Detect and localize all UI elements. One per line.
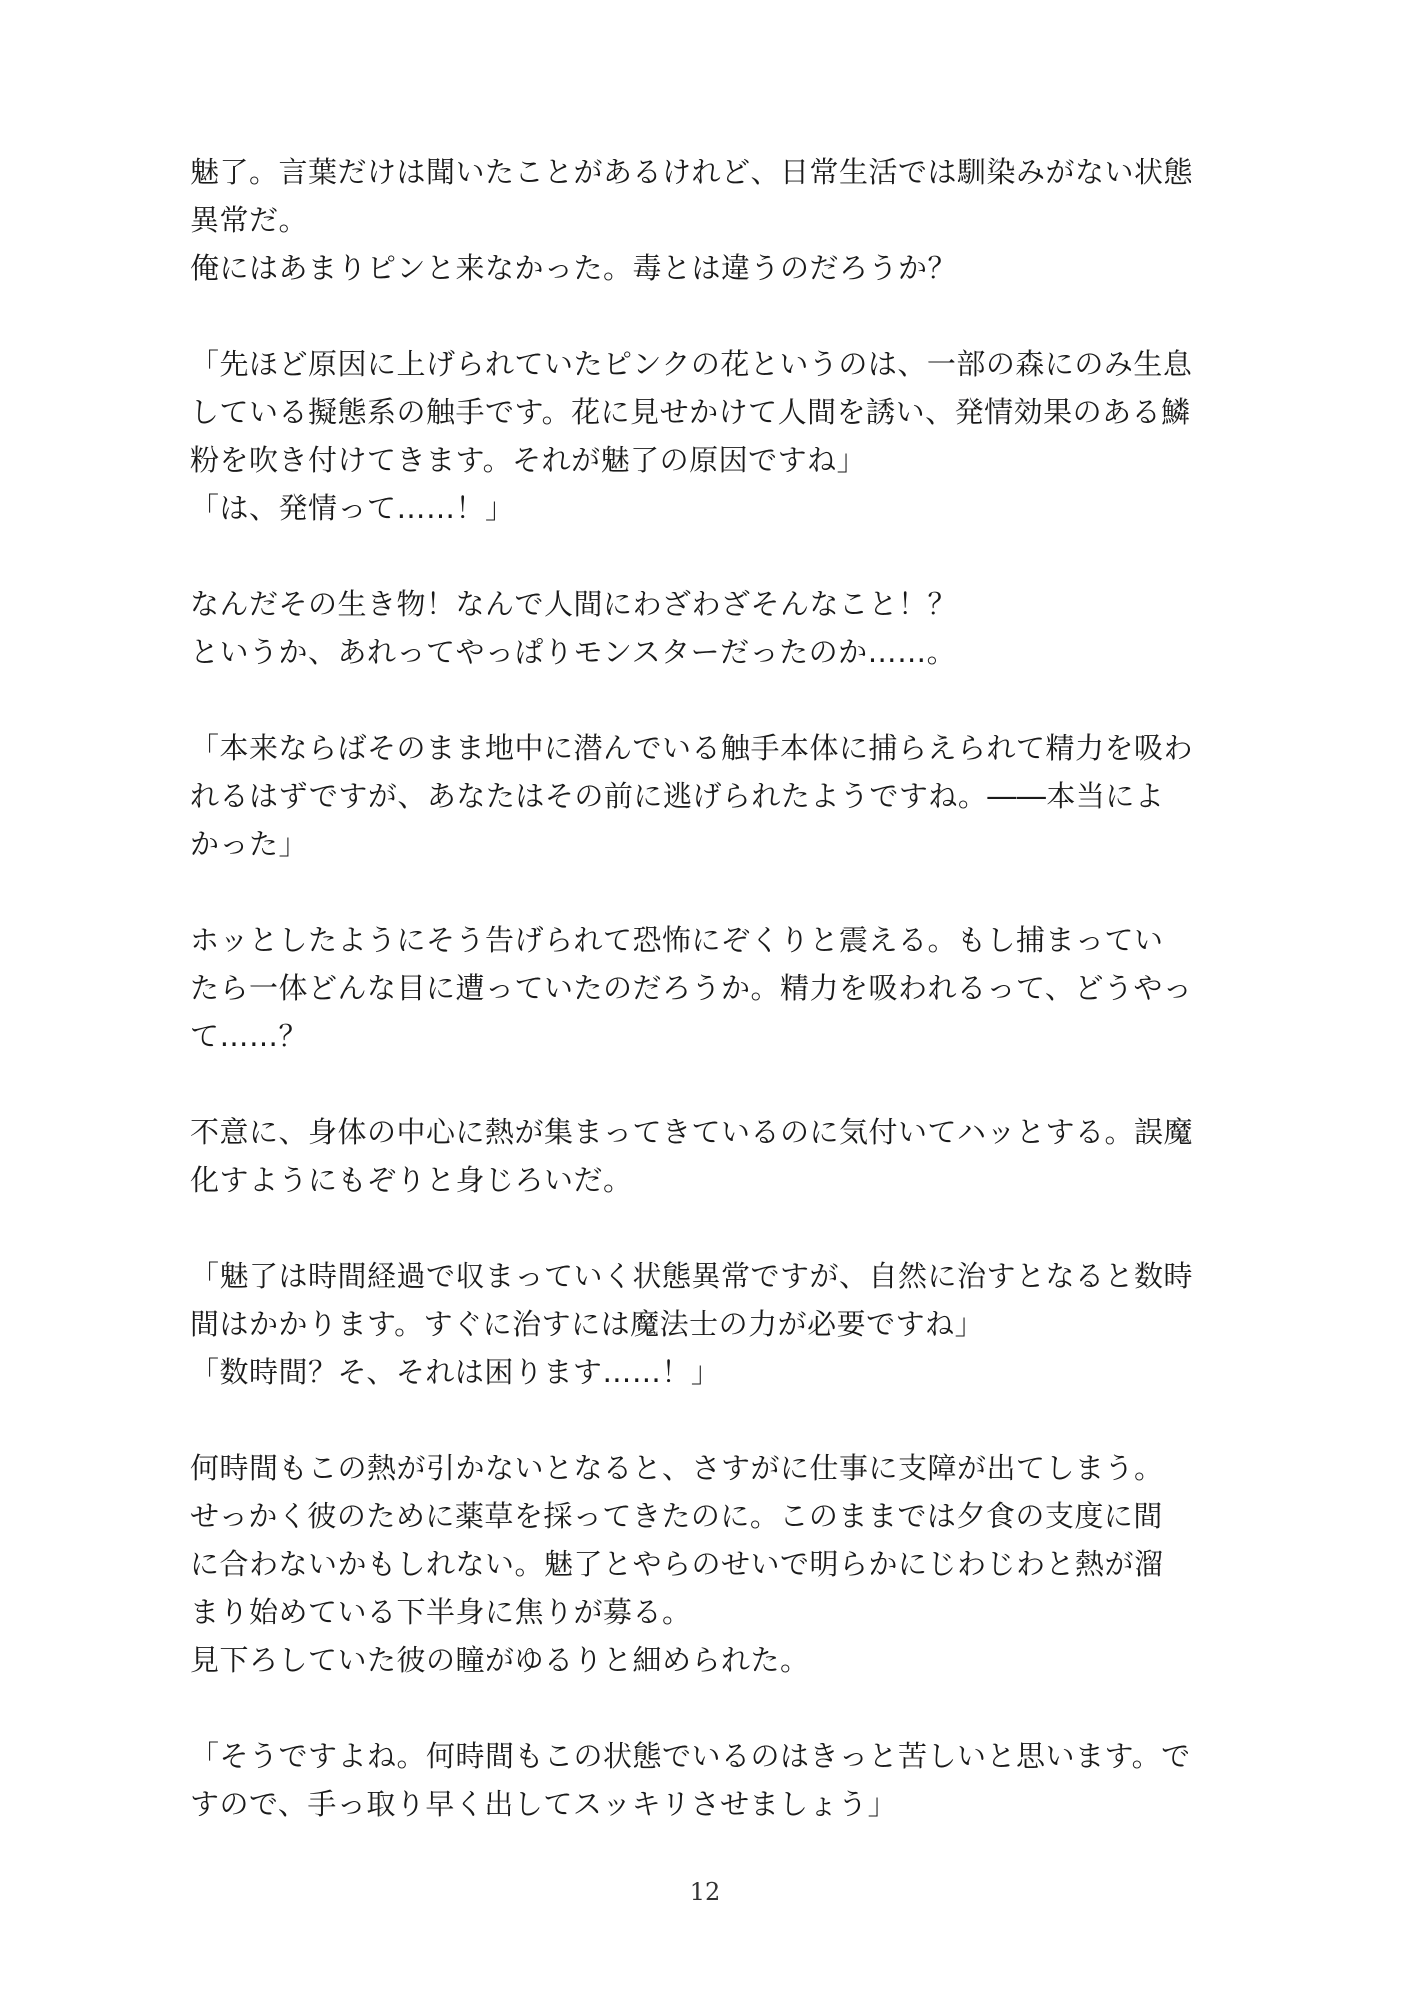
text-line: 「数時間？そ、それは困ります……！」 [190, 1355, 721, 1389]
text-line: 化すようにもぞりと身じろいだ。 [190, 1163, 633, 1197]
text-line: 見下ろしていた彼の瞳がゆるりと細められた。 [190, 1643, 810, 1677]
text-line: 「本来ならばそのまま地中に潜んでいる触手本体に捕らえられて精力を吸わ [190, 731, 1194, 765]
text-line: 「そうですよね。何時間もこの状態でいるのはきっと苦しいと思います。で [190, 1739, 1191, 1773]
paragraph [190, 1108, 1230, 1204]
text-line: せっかく彼のために薬草を採ってきたのに。このままでは夕食の支度に間 [190, 1499, 1163, 1533]
text-line: 「は、発情って……！」 [190, 491, 515, 525]
paragraph [190, 580, 1230, 676]
text-line: というか、あれってやっぱりモンスターだったのか……。 [190, 635, 957, 669]
page-number: 12 [689, 1878, 721, 1906]
text-line: れるはずですが、あなたはその前に逃げられたようですね。――本当によ [190, 779, 1165, 813]
paragraph [190, 1252, 1230, 1396]
text-line: なんだその生き物！なんで人間にわざわざそんなこと！？ [190, 587, 958, 621]
paragraph [190, 1732, 1230, 1828]
text-line: すので、手っ取り早く出してスッキリさせましょう」 [190, 1787, 898, 1821]
text-line: 粉を吹き付けてきます。それが魅了の原因ですね」 [190, 443, 867, 477]
text-line: て……？ [190, 1019, 309, 1053]
text-line: 魅了。言葉だけは聞いたことがあるけれど、日常生活では馴染みがない状態 [190, 155, 1194, 189]
paragraph [190, 1444, 1230, 1684]
paragraph [190, 340, 1230, 532]
text-line: に合わないかもしれない。魅了とやらのせいで明らかにじわじわと熱が溜 [190, 1547, 1164, 1581]
text-line: 間はかかります。すぐに治すには魔法士の力が必要ですね」 [190, 1307, 985, 1341]
text-line: まり始めている下半身に焦りが募る。 [190, 1595, 692, 1629]
text-line: かった」 [190, 827, 309, 861]
text-line: 「先ほど原因に上げられていたピンクの花というのは、一部の森にのみ生息 [190, 347, 1193, 381]
text-line: ホッとしたようにそう告げられて恐怖にぞくりと震える。もし捕まってい [190, 923, 1164, 957]
text-line: 「魅了は時間経過で収まっていく状態異常ですが、自然に治すとなると数時 [190, 1259, 1194, 1293]
text-line: 何時間もこの熱が引かないとなると、さすがに仕事に支障が出てしまう。 [190, 1451, 1164, 1485]
paragraph [190, 148, 1230, 292]
text-line: たら一体どんな目に遭っていたのだろうか。精力を吸われるって、どうやっ [190, 971, 1193, 1005]
text-line: 異常だ。 [190, 203, 309, 237]
paragraph [190, 916, 1230, 1060]
text-line: している擬態系の触手です。花に見せかけて人間を誘い、発情効果のある鱗 [190, 395, 1191, 429]
body-text [190, 148, 1230, 1876]
text-line: 不意に、身体の中心に熱が集まってきているのに気付いてハッとする。誤魔 [190, 1115, 1194, 1149]
text-line: 俺にはあまりピンと来なかった。毒とは違うのだろうか？ [190, 251, 958, 285]
paragraph [190, 724, 1230, 868]
